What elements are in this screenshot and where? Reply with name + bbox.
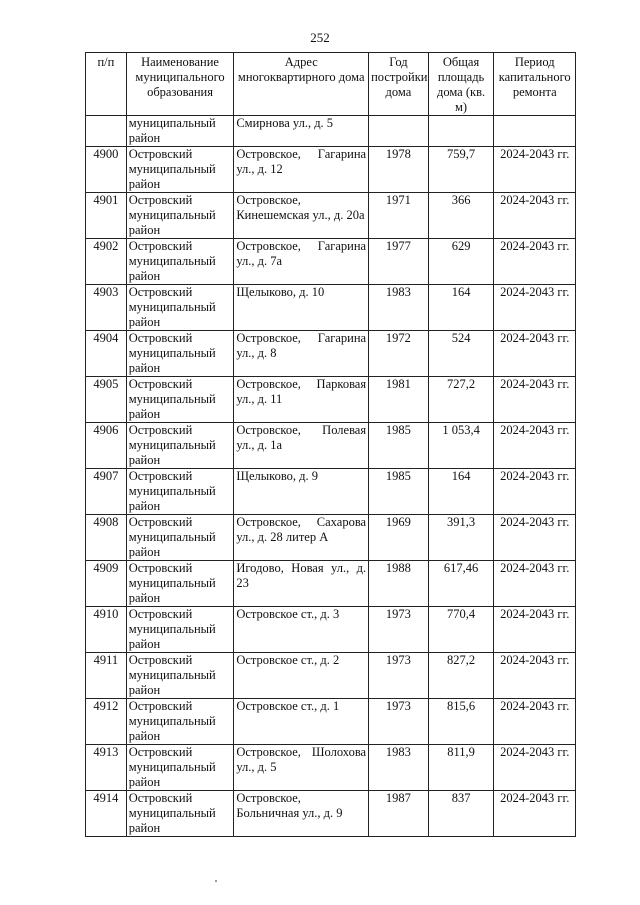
- table-row: [86, 653, 576, 699]
- cell-period: [494, 116, 576, 147]
- cell-year: 1971: [369, 193, 429, 239]
- cell-period: 2024-2043 гг.: [494, 469, 576, 515]
- cell-year: 1983: [369, 745, 429, 791]
- cell-area: 164: [428, 469, 494, 515]
- cell-municipality: Островский муниципальный район: [126, 239, 234, 285]
- cell-period: 2024-2043 гг.: [494, 561, 576, 607]
- cell-area: 827,2: [428, 653, 494, 699]
- cell-year: 1985: [369, 423, 429, 469]
- table-header: [86, 53, 576, 116]
- header-num: п/п: [86, 53, 127, 116]
- header-municipality: Наименование муниципального образования: [126, 53, 234, 116]
- table-row: [86, 147, 576, 193]
- cell-area: 617,46: [428, 561, 494, 607]
- cell-municipality: Островский муниципальный район: [126, 423, 234, 469]
- cell-period: 2024-2043 гг.: [494, 699, 576, 745]
- cell-period: 2024-2043 гг.: [494, 423, 576, 469]
- cell-year: 1973: [369, 607, 429, 653]
- cell-year: 1973: [369, 653, 429, 699]
- table-row: [86, 791, 576, 837]
- cell-period: 2024-2043 гг.: [494, 285, 576, 331]
- cell-area: 391,3: [428, 515, 494, 561]
- cell-year: 1985: [369, 469, 429, 515]
- cell-year: 1988: [369, 561, 429, 607]
- cell-area: 524: [428, 331, 494, 377]
- table-row: [86, 745, 576, 791]
- cell-period: 2024-2043 гг.: [494, 791, 576, 837]
- table-row: [86, 377, 576, 423]
- cell-year: 1977: [369, 239, 429, 285]
- cell-period: 2024-2043 гг.: [494, 147, 576, 193]
- cell-area: 629: [428, 239, 494, 285]
- cell-municipality: Островский муниципальный район: [126, 331, 234, 377]
- cell-num: 4911: [86, 653, 127, 699]
- cell-area: 815,6: [428, 699, 494, 745]
- cell-area: [428, 116, 494, 147]
- cell-num: 4906: [86, 423, 127, 469]
- cell-period: 2024-2043 гг.: [494, 653, 576, 699]
- cell-num: 4910: [86, 607, 127, 653]
- cell-period: 2024-2043 гг.: [494, 193, 576, 239]
- cell-num: 4909: [86, 561, 127, 607]
- cell-address: Островское, Больничная ул., д. 9: [234, 791, 369, 837]
- cell-period: 2024-2043 гг.: [494, 515, 576, 561]
- cell-area: 164: [428, 285, 494, 331]
- cell-address: Щелыково, д. 10: [234, 285, 369, 331]
- cell-address: Щелыково, д. 9: [234, 469, 369, 515]
- cell-address: Островское, Полевая ул., д. 1а: [234, 423, 369, 469]
- cell-area: 837: [428, 791, 494, 837]
- cell-address: Смирнова ул., д. 5: [234, 116, 369, 147]
- cell-municipality: Островский муниципальный район: [126, 699, 234, 745]
- cell-num: 4908: [86, 515, 127, 561]
- cell-municipality: Островский муниципальный район: [126, 285, 234, 331]
- cell-address: Островское, Сахарова ул., д. 28 литер А: [234, 515, 369, 561]
- cell-address: Островское ст., д. 3: [234, 607, 369, 653]
- cell-year: [369, 116, 429, 147]
- cell-area: 727,2: [428, 377, 494, 423]
- cell-num: 4904: [86, 331, 127, 377]
- page-number: 252: [310, 30, 330, 45]
- cell-municipality: Островский муниципальный район: [126, 653, 234, 699]
- cell-year: 1973: [369, 699, 429, 745]
- table-row: [86, 423, 576, 469]
- cell-num: 4903: [86, 285, 127, 331]
- table-row: [86, 561, 576, 607]
- cell-num: 4900: [86, 147, 127, 193]
- cell-address: Островское, Парковая ул., д. 11: [234, 377, 369, 423]
- cell-num: 4913: [86, 745, 127, 791]
- continuation-row: [86, 116, 576, 147]
- cell-municipality: Островский муниципальный район: [126, 377, 234, 423]
- cell-area: 811,9: [428, 745, 494, 791]
- cell-year: 1972: [369, 331, 429, 377]
- cell-address: Островское ст., д. 2: [234, 653, 369, 699]
- cell-municipality: муниципальный район: [126, 116, 234, 147]
- cell-area: 759,7: [428, 147, 494, 193]
- cell-area: 366: [428, 193, 494, 239]
- table-row: [86, 193, 576, 239]
- table-row: [86, 239, 576, 285]
- scan-dot: [215, 880, 217, 882]
- cell-period: 2024-2043 гг.: [494, 745, 576, 791]
- cell-municipality: Островский муниципальный район: [126, 515, 234, 561]
- cell-period: 2024-2043 гг.: [494, 239, 576, 285]
- table-row: [86, 607, 576, 653]
- cell-municipality: Островский муниципальный район: [126, 147, 234, 193]
- cell-num: 4914: [86, 791, 127, 837]
- cell-period: 2024-2043 гг.: [494, 331, 576, 377]
- header-period: Период капитального ремонта: [494, 53, 576, 116]
- cell-num: 4901: [86, 193, 127, 239]
- header-address: Адрес многоквартирного дома: [234, 53, 369, 116]
- cell-address: Островское, Гагарина ул., д. 8: [234, 331, 369, 377]
- cell-num: 4905: [86, 377, 127, 423]
- table-row: [86, 331, 576, 377]
- cell-municipality: Островский муниципальный район: [126, 561, 234, 607]
- cell-address: Островское, Шолохова ул., д. 5: [234, 745, 369, 791]
- cell-address: Островское, Гагарина ул., д. 7а: [234, 239, 369, 285]
- cell-municipality: Островский муниципальный район: [126, 193, 234, 239]
- cell-period: 2024-2043 гг.: [494, 377, 576, 423]
- table-row: [86, 469, 576, 515]
- table-row: [86, 699, 576, 745]
- cell-period: 2024-2043 гг.: [494, 607, 576, 653]
- table-row: [86, 515, 576, 561]
- cell-address: Островское, Гагарина ул., д. 12: [234, 147, 369, 193]
- housing-register-table: [85, 52, 576, 837]
- cell-num: [86, 116, 127, 147]
- cell-municipality: Островский муниципальный район: [126, 469, 234, 515]
- cell-municipality: Островский муниципальный район: [126, 745, 234, 791]
- table-row: [86, 285, 576, 331]
- cell-year: 1978: [369, 147, 429, 193]
- cell-num: 4912: [86, 699, 127, 745]
- cell-area: 1 053,4: [428, 423, 494, 469]
- cell-year: 1983: [369, 285, 429, 331]
- cell-area: 770,4: [428, 607, 494, 653]
- table-body: [86, 116, 576, 837]
- cell-year: 1981: [369, 377, 429, 423]
- cell-year: 1987: [369, 791, 429, 837]
- cell-address: Игодово, Новая ул., д. 23: [234, 561, 369, 607]
- cell-municipality: Островский муниципальный район: [126, 791, 234, 837]
- cell-num: 4902: [86, 239, 127, 285]
- cell-address: Островское, Кинешемская ул., д. 20а: [234, 193, 369, 239]
- cell-num: 4907: [86, 469, 127, 515]
- cell-year: 1969: [369, 515, 429, 561]
- cell-municipality: Островский муниципальный район: [126, 607, 234, 653]
- cell-address: Островское ст., д. 1: [234, 699, 369, 745]
- header-area: Общая площадь дома (кв. м): [428, 53, 494, 116]
- header-year: Год постройки дома: [369, 53, 429, 116]
